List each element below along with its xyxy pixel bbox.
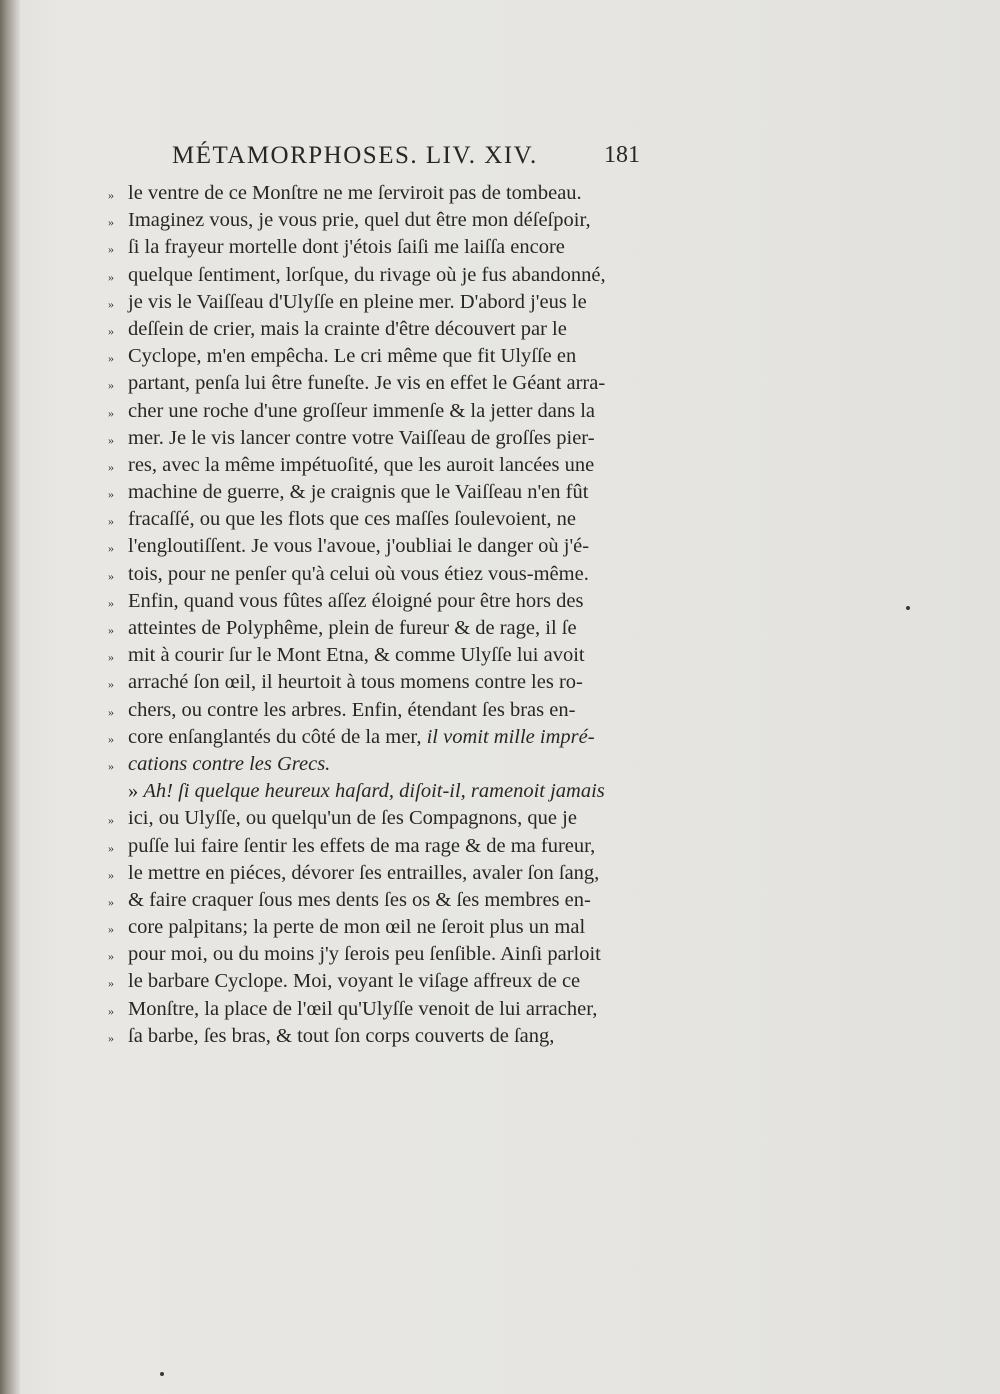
text-line <box>108 343 656 370</box>
quote-mark: » <box>108 894 114 909</box>
line-text: arraché ſon œil, il heurtoit à tous momens contre les ro- <box>128 671 583 694</box>
line-text: le barbare Cyclope. Moi, voyant le viſage affreux de ce <box>128 970 581 993</box>
quote-mark: » <box>108 323 114 338</box>
line-text: le ventre de ce Monſtre ne me ſerviroit pas de tombeau. <box>128 182 582 204</box>
line-text: tois, pour ne penſer qu'à celui où vous étiez vous-même. <box>128 562 589 585</box>
line-text <box>128 751 656 778</box>
quote-mark: » <box>108 813 114 828</box>
italic-text: Ah! ſi quelque heureux haſard, diſoit-il, ramenoit jamais <box>143 780 605 803</box>
line-text: core palpitans; la perte de mon œil ne ſeroit plus un mal <box>128 916 586 939</box>
quote-mark: » <box>108 922 114 937</box>
text-line <box>108 778 656 805</box>
text-line <box>108 533 656 560</box>
quote-mark: » <box>108 650 114 665</box>
line-text: Imaginez vous, je vous prie, quel dut être mon déſeſpoir, <box>128 209 591 232</box>
italic-text: cations contre les Grecs. <box>128 752 331 775</box>
quote-mark: » <box>108 242 114 257</box>
text-line <box>108 941 656 968</box>
line-text: mit à courir ſur le Mont Etna, & comme Ulyſſe lui avoit <box>128 644 585 667</box>
line-text: pour moi, ou du moins j'y ſerois peu ſenſible. Ainſi parloit <box>128 943 601 966</box>
body-text <box>108 180 656 1050</box>
ink-speck <box>160 1372 164 1376</box>
line-text: ſa barbe, ſes bras, & tout ſon corps couverts de ſang, <box>128 1024 555 1047</box>
quote-mark: » <box>108 731 114 746</box>
quote-mark: » <box>108 840 114 855</box>
text-line <box>108 398 656 425</box>
text-line <box>108 996 656 1023</box>
line-text: & faire craquer ſous mes dents ſes os & ſes membres en- <box>128 888 591 911</box>
text-line <box>108 751 656 778</box>
text-line <box>108 914 656 941</box>
line-text: l'engloutiſſent. Je vous l'avoue, j'oubliai le danger où j'é- <box>128 535 590 558</box>
text-line <box>108 860 656 887</box>
line-text: le mettre en piéces, dévorer ſes entrailles, avaler ſon ſang, <box>128 861 600 884</box>
line-text: res, avec la même impétuoſité, que les auroit lancées une <box>128 453 595 476</box>
line-text: ici, ou Ulyſſe, ou quelqu'un de ſes Compagnons, que je <box>128 807 577 830</box>
text-line <box>108 207 656 234</box>
line-text: atteintes de Polyphême, plein de fureur & de rage, il ſe <box>128 617 577 639</box>
text-line <box>108 724 656 751</box>
text-line <box>108 370 656 397</box>
quote-mark: » <box>108 541 114 556</box>
quote-mark: » <box>108 269 114 284</box>
line-text: Cyclope, m'en empêcha. Le cri même que fit Ulyſſe en <box>128 345 577 368</box>
text-line <box>108 1023 656 1050</box>
quote-mark: » <box>108 432 114 447</box>
text-line <box>108 479 656 506</box>
ink-speck <box>906 606 910 610</box>
line-text: » Ah! ſi quelque heureux haſard, diſoit-il, ramenoit jamais <box>128 780 605 803</box>
line-text: core enſanglantés du côté de la mer, il vomit mille impré- <box>128 725 595 748</box>
text-line <box>108 234 656 261</box>
quote-mark: » <box>108 758 114 773</box>
text-line <box>108 968 656 995</box>
page-edge-shadow <box>0 0 20 1394</box>
line-text: je vis le Vaiſſeau d'Ulyſſe en pleine mer. D'abord j'eus le <box>128 290 587 313</box>
text-line <box>108 425 656 452</box>
text-line <box>108 180 656 207</box>
text-line <box>108 506 656 533</box>
text-line <box>108 669 656 696</box>
text-line <box>108 805 656 832</box>
text-line <box>108 833 656 860</box>
line-text: Enfin, quand vous fûtes aſſez éloigné pour être hors des <box>128 589 584 612</box>
page-number: 181 <box>604 142 640 168</box>
running-title: MÉTAMORPHOSES. LIV. XIV. <box>172 142 538 169</box>
text-line <box>108 697 656 724</box>
page-header <box>172 142 652 178</box>
quote-mark: » <box>108 378 114 393</box>
text-line <box>108 615 656 642</box>
quote-mark: » <box>108 405 114 420</box>
line-text: cher une roche d'une groſſeur immenſe & la jetter dans la <box>128 399 596 422</box>
quote-mark: » <box>108 704 114 719</box>
line-text: quelque ſentiment, lorſque, du rivage où je fus abandonné, <box>128 263 606 286</box>
quote-mark: » <box>108 215 114 230</box>
line-text: ſi la frayeur mortelle dont j'étois ſaiſi me laiſſa encore <box>128 236 565 259</box>
text-line <box>108 887 656 914</box>
quote-mark: » <box>108 623 114 637</box>
quote-mark: » <box>108 867 114 882</box>
quote-mark: » <box>108 595 114 610</box>
text-line <box>108 316 656 343</box>
quote-mark: » <box>108 514 114 529</box>
text-line <box>108 588 656 615</box>
line-text: puſſe lui faire ſentir les effets de ma rage & de ma fureur, <box>128 834 596 857</box>
line-text: mer. Je le vis lancer contre votre Vaiſſeau de groſſes pier- <box>128 426 595 449</box>
quote-mark: » <box>108 1003 114 1018</box>
line-text: machine de guerre, & je craignis que le Vaiſſeau n'en fût <box>128 481 589 504</box>
quote-mark: » <box>108 296 114 311</box>
line-text: fracaſſé, ou que les flots que ces maſſes ſoulevoient, ne <box>128 508 576 531</box>
line-text: deſſein de crier, mais la crainte d'être découvert par le <box>128 317 567 340</box>
text-line <box>108 289 656 316</box>
quote-mark: » <box>108 459 114 474</box>
text-line <box>108 452 656 479</box>
line-text: Monſtre, la place de l'œil qu'Ulyſſe venoit de lui arracher, <box>128 997 598 1020</box>
quote-mark: » <box>108 188 114 202</box>
quote-mark: » <box>108 351 114 366</box>
quote-mark: » <box>108 677 114 692</box>
quote-mark: » <box>108 568 114 583</box>
text-line <box>108 262 656 289</box>
italic-text: il vomit mille impré- <box>426 725 595 748</box>
quote-mark: » <box>108 949 114 964</box>
line-text: partant, penſa lui être funeſte. Je vis en effet le Géant arra- <box>128 372 606 395</box>
quote-mark: » <box>108 976 114 991</box>
text-line <box>108 642 656 669</box>
text-line <box>108 561 656 588</box>
line-text: chers, ou contre les arbres. Enfin, étendant ſes bras en- <box>128 698 576 721</box>
quote-mark: » <box>108 1030 114 1045</box>
quote-mark: » <box>108 487 114 502</box>
